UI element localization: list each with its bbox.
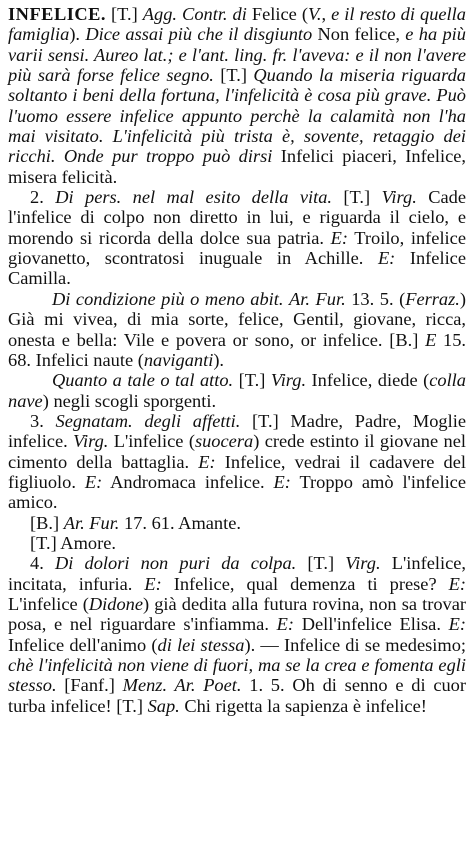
text: [T.] bbox=[332, 187, 382, 208]
text: l'aveva: e il non l'avere più sarà forse felice segno. bbox=[8, 44, 466, 86]
text: Virg. bbox=[345, 553, 381, 574]
text: Infelice dell'animo ( bbox=[8, 634, 158, 655]
sense-3 bbox=[8, 411, 466, 513]
text: e il resto di quella famiglia bbox=[8, 4, 466, 45]
text: 17. 61. Amante. bbox=[119, 512, 241, 533]
text: Ar. Fur. bbox=[63, 512, 120, 533]
text: Di dolori non puri da colpa. bbox=[54, 553, 297, 574]
text: Quando la miseria riguarda soltanto i beni della fortuna, l'infelicità è cosa più grave. Può l'uomo essere infelice appunto perchè la calamità non l'ha mai visitato. L'infelicità più trista è, sovente, retaggio dei ricchi. Onde pur troppo può dirsi bbox=[8, 65, 466, 167]
text: Ferraz. bbox=[405, 288, 460, 309]
text: Quanto a tale o tal atto. bbox=[52, 370, 234, 391]
text: Infelice, qual demenza ti prese? bbox=[161, 573, 449, 594]
text: Sap. bbox=[147, 695, 180, 716]
text: E bbox=[425, 329, 437, 350]
text: 4. bbox=[30, 553, 55, 574]
text: Menz. Ar. Poet. bbox=[122, 675, 242, 696]
text: E: bbox=[273, 471, 291, 492]
text: Dice assai più che il disgiunto bbox=[85, 24, 313, 45]
text: Di condizione più o meno abit. bbox=[52, 288, 284, 309]
text: ). bbox=[213, 349, 225, 370]
text: L'infelice ( bbox=[108, 431, 195, 452]
text: 3. bbox=[30, 410, 56, 431]
text: naviganti bbox=[143, 349, 214, 370]
text: ) negli scogli sporgenti. bbox=[42, 390, 217, 411]
subsense-atto bbox=[8, 370, 466, 411]
text: Virg. bbox=[73, 431, 109, 452]
sense-4 bbox=[8, 553, 466, 716]
sense-1 bbox=[8, 4, 466, 187]
text: Di pers. nel mal esito della vita. bbox=[55, 187, 333, 208]
text: [T.] Amore. bbox=[30, 532, 116, 553]
text: colla nave bbox=[8, 370, 466, 411]
text: , bbox=[321, 4, 332, 24]
text: L'infelice, incitata, infuria. bbox=[8, 553, 466, 594]
text: [T.] Madre, Padre, Moglie infelice. bbox=[8, 410, 467, 452]
text: Andromaca infelice. bbox=[102, 471, 274, 492]
sense-2 bbox=[8, 187, 466, 289]
text: Didone bbox=[88, 593, 144, 614]
text: 13. 5. ( bbox=[345, 288, 406, 309]
text: ). — Infelice di se medesimo; bbox=[244, 634, 466, 655]
text: [T.] bbox=[213, 65, 254, 86]
text: E: bbox=[276, 614, 294, 635]
text: Ar. Fur. bbox=[289, 288, 346, 309]
text: V. bbox=[308, 4, 322, 24]
text: Troilo, infelice giovanetto, scontratosi inuguale in Achille. bbox=[8, 227, 466, 269]
text: Infelice, diede ( bbox=[306, 370, 430, 391]
text: [Fanf.] bbox=[56, 675, 123, 696]
text: E: bbox=[377, 248, 396, 269]
text: E: bbox=[198, 451, 216, 472]
text: ). bbox=[69, 24, 86, 45]
text: di lei stessa bbox=[157, 634, 245, 655]
text: [T.] bbox=[111, 4, 138, 24]
text: e ha più varii sensi. Aureo lat.; e l'ant. ling. fr. bbox=[8, 24, 466, 65]
text: [T.] bbox=[233, 370, 271, 391]
text: Dell'infelice Elisa. bbox=[294, 614, 449, 635]
text: ) Già mi vivea, di mia sorte, felice, Gentil, giovane, ricca, onesta e bella: Vile e povera or sono, or infelice. [B.] bbox=[8, 288, 467, 350]
text: E: bbox=[84, 471, 103, 492]
text: Infelici piaceri, Infelice, misera felicità. bbox=[8, 146, 467, 187]
text: suocera bbox=[194, 431, 254, 452]
text: 1. 5. Oh di senno e di cuor turba infelice! [T.] bbox=[8, 675, 466, 716]
headword: INFELICE. bbox=[8, 4, 107, 24]
text: Virg. bbox=[270, 370, 307, 391]
text: Agg. Contr. di bbox=[142, 4, 247, 24]
text: L'infelice ( bbox=[8, 593, 89, 614]
text: Virg. bbox=[381, 187, 417, 208]
text: ) crede estinto il giovane nel cimento della battaglia. bbox=[8, 431, 466, 472]
text: 15. 68. Infelici naute ( bbox=[8, 329, 466, 370]
text: Segnatam. degli affetti. bbox=[55, 410, 241, 431]
text: Infelice, vedrai il cadavere del figliuolo. bbox=[8, 451, 466, 492]
text: 2. bbox=[30, 187, 56, 208]
subsense-condizione bbox=[8, 289, 466, 370]
text: Cade l'infelice di colpo non diretto in lui, e riguarda il cielo, e morendo si ricorda della dolce sua patria. bbox=[8, 187, 467, 248]
text: [T.] bbox=[296, 553, 346, 574]
text: E: bbox=[448, 573, 466, 594]
text: E: bbox=[144, 573, 162, 594]
subsense-amore bbox=[8, 533, 466, 553]
text: chè l'infelicità non viene di fuori, ma se la crea e fomenta egli stesso. bbox=[8, 655, 466, 696]
text: E: bbox=[448, 614, 466, 635]
text: Troppo amò l'infelice amico. bbox=[8, 471, 466, 513]
text: Felice ( bbox=[246, 4, 308, 24]
text: [B.] bbox=[30, 512, 64, 533]
text: ) già dedita alla futura rovina, non sa trovar posa, e nel riguardare s'infiamma. bbox=[8, 593, 466, 635]
text: E: bbox=[330, 227, 349, 248]
text: Infelice Camilla. bbox=[8, 248, 467, 289]
text: Chi rigetta la sapienza è infelice! bbox=[179, 695, 427, 716]
text: Non felice, bbox=[312, 24, 406, 45]
subsense-amante bbox=[8, 513, 466, 533]
